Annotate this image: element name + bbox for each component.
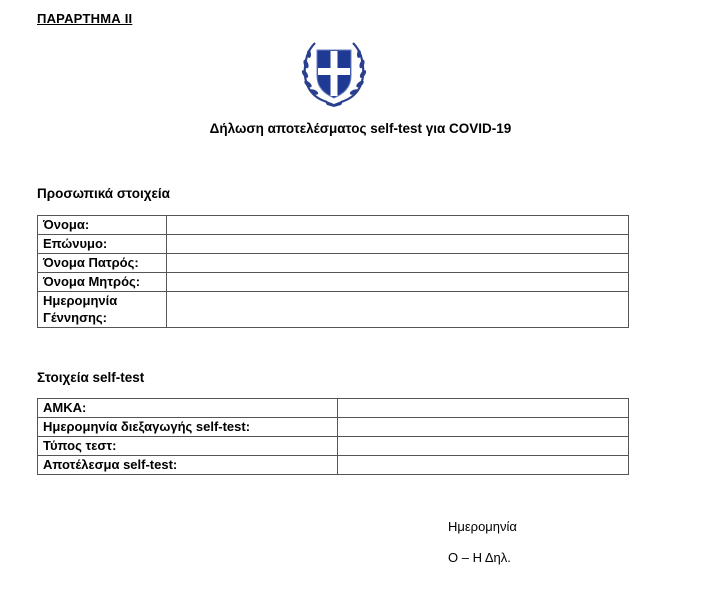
personal-details-table <box>37 215 629 328</box>
table-row <box>38 254 629 273</box>
surname-label: Επώνυμο: <box>38 235 167 254</box>
table-row <box>38 399 629 418</box>
first-name-field[interactable] <box>167 216 629 235</box>
document-title: Δήλωση αποτελέσματος self-test για COVID-19 <box>209 121 512 136</box>
birth-date-field[interactable] <box>167 292 629 328</box>
amka-label: ΑΜΚΑ: <box>38 399 338 418</box>
annex-title: ΠΑΡΑΡΤΗΜΑ ΙΙ <box>37 11 133 26</box>
test-result-field[interactable] <box>338 456 629 475</box>
table-row <box>38 456 629 475</box>
test-type-field[interactable] <box>338 437 629 456</box>
table-row <box>38 273 629 292</box>
selftest-section-heading: Στοιχεία self-test <box>37 370 145 385</box>
declarant-label: Ο – Η Δηλ. <box>448 550 511 565</box>
table-row <box>38 418 629 437</box>
test-type-label: Τύπος τεστ: <box>38 437 338 456</box>
surname-field[interactable] <box>167 235 629 254</box>
amka-field[interactable] <box>338 399 629 418</box>
signature-date-label: Ημερομηνία <box>448 519 517 534</box>
father-name-field[interactable] <box>167 254 629 273</box>
first-name-label: Όνομα: <box>38 216 167 235</box>
table-row <box>38 216 629 235</box>
personal-section-heading: Προσωπικά στοιχεία <box>37 186 170 201</box>
birth-date-label <box>38 292 167 328</box>
table-row <box>38 292 629 328</box>
mother-name-field[interactable] <box>167 273 629 292</box>
table-row <box>38 437 629 456</box>
test-date-field[interactable] <box>338 418 629 437</box>
selftest-details-table <box>37 398 629 475</box>
birth-date-label-line2: Γέννησης: <box>43 310 108 325</box>
table-row <box>38 235 629 254</box>
test-result-label: Αποτέλεσμα self-test: <box>38 456 338 475</box>
father-name-label: Όνομα Πατρός: <box>38 254 167 273</box>
mother-name-label: Όνομα Μητρός: <box>38 273 167 292</box>
birth-date-label-line1: Ημερομηνία <box>43 293 118 308</box>
greek-coat-of-arms-icon <box>297 38 371 108</box>
test-date-label: Ημερομηνία διεξαγωγής self-test: <box>38 418 338 437</box>
